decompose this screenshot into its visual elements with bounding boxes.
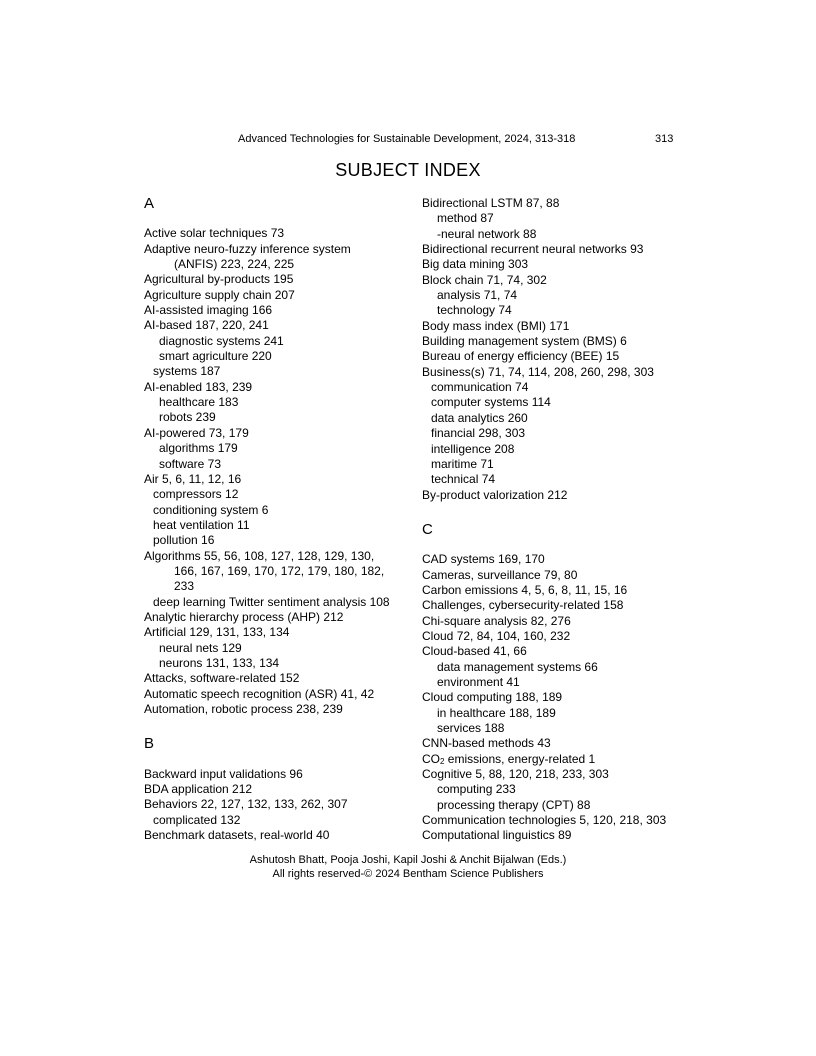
index-entry: Cloud computing 188, 189 xyxy=(422,690,563,705)
page-number: 313 xyxy=(655,133,674,145)
index-entry: Adaptive neuro-fuzzy inference system xyxy=(144,241,351,256)
index-entry: Communication technologies 5, 120, 218, 303 xyxy=(422,813,667,828)
index-subentry: technology 74 xyxy=(437,303,512,318)
index-entry: Artificial 129, 131, 133, 134 xyxy=(144,625,290,640)
index-entry: Active solar techniques 73 xyxy=(144,226,285,241)
index-column-left xyxy=(144,196,414,843)
index-entry: AI-enabled 183, 239 xyxy=(144,379,253,394)
index-subentry: complicated 132 xyxy=(153,812,241,827)
index-entry: Air 5, 6, 11, 12, 16 xyxy=(144,471,242,486)
index-subentry: diagnostic systems 241 xyxy=(159,333,284,348)
index-entry: Attacks, software-related 152 xyxy=(144,671,300,686)
index-entry: Challenges, cybersecurity-related 158 xyxy=(422,598,624,613)
index-entry-continuation: 233 xyxy=(174,579,195,594)
co2-prefix: CO xyxy=(422,751,440,766)
index-entry: Bureau of energy efficiency (BEE) 15 xyxy=(422,349,620,364)
index-entry: AI-powered 73, 179 xyxy=(144,425,249,440)
index-entry: Cameras, surveillance 79, 80 xyxy=(422,567,578,582)
index-subentry: in healthcare 188, 189 xyxy=(437,705,556,720)
index-subentry: robots 239 xyxy=(159,410,216,425)
index-entry: CNN-based methods 43 xyxy=(422,736,551,751)
index-subentry: processing therapy (CPT) 88 xyxy=(437,797,591,812)
index-entry: Cloud 72, 84, 104, 160, 232 xyxy=(422,628,571,643)
index-subentry: financial 298, 303 xyxy=(431,426,526,441)
index-subentry: smart agriculture 220 xyxy=(159,349,272,364)
index-entry: Automation, robotic process 238, 239 xyxy=(144,702,343,716)
index-subentry: communication 74 xyxy=(431,380,529,395)
index-entry: AI-based 187, 220, 241 xyxy=(144,318,269,333)
index-entry: Block chain 71, 74, 302 xyxy=(422,272,547,287)
index-entry: Building management system (BMS) 6 xyxy=(422,334,627,349)
co2-subscript: 2 xyxy=(440,756,445,766)
index-subentry: maritime 71 xyxy=(431,456,494,471)
index-entry: Business(s) 71, 74, 114, 208, 260, 298, 303 xyxy=(422,364,654,379)
index-entry: Agriculture supply chain 207 xyxy=(144,287,295,302)
index-subentry: neurons 131, 133, 134 xyxy=(159,655,280,670)
index-subentry: computing 233 xyxy=(437,782,516,797)
section-letter-b: B xyxy=(144,735,155,753)
section-letter-a: A xyxy=(144,195,155,212)
index-entry: CAD systems 169, 170 xyxy=(422,552,545,567)
index-subentry: neural nets 129 xyxy=(159,640,242,655)
index-subentry: environment 41 xyxy=(437,674,520,689)
index-entry: Automatic speech recognition (ASR) 41, 42 xyxy=(144,686,375,701)
page-title: SUBJECT INDEX xyxy=(335,160,481,180)
index-subentry: technical 74 xyxy=(431,472,496,487)
section-letter-c: C xyxy=(422,520,433,538)
index-subentry: method 87 xyxy=(437,211,494,226)
index-entry: Body mass index (BMI) 171 xyxy=(422,318,570,333)
index-entry: Chi-square analysis 82, 276 xyxy=(422,613,571,628)
index-subentry: systems 187 xyxy=(153,364,221,379)
index-subentry: intelligence 208 xyxy=(431,441,515,456)
index-subentry: healthcare 183 xyxy=(159,395,239,410)
footer-rights: All rights reserved-© 2024 Bentham Science Publishers xyxy=(272,868,544,880)
index-entry: Bidirectional LSTM 87, 88 xyxy=(422,196,560,210)
index-entry: Cognitive 5, 88, 120, 218, 233, 303 xyxy=(422,767,609,782)
index-entry: Benchmark datasets, real-world 40 xyxy=(144,828,330,843)
index-subentry: -neural network 88 xyxy=(437,226,537,241)
index-entry: By-product valorization 212 xyxy=(422,487,568,502)
index-subentry: computer systems 114 xyxy=(431,395,551,410)
index-subentry: data analytics 260 xyxy=(431,410,528,425)
index-subentry: software 73 xyxy=(159,456,222,471)
index-entry: Bidirectional recurrent neural networks 93 xyxy=(422,242,644,257)
index-entry: Backward input validations 96 xyxy=(144,766,303,781)
index-subentry: analysis 71, 74 xyxy=(437,288,518,303)
index-entry-continuation: 166, 167, 169, 170, 172, 179, 180, 182, xyxy=(174,563,385,578)
index-subentry: algorithms 179 xyxy=(159,441,238,456)
index-entry: BDA application 212 xyxy=(144,782,253,797)
running-head: Advanced Technologies for Sustainable Development, 2024, 313-318 xyxy=(238,133,576,145)
footer-editors: Ashutosh Bhatt, Pooja Joshi, Kapil Joshi & Anchit Bijalwan (Eds.) xyxy=(249,854,567,866)
index-entry: Analytic hierarchy process (AHP) 212 xyxy=(144,609,344,624)
index-column-right xyxy=(422,196,702,844)
index-entry: Agricultural by-products 195 xyxy=(144,272,294,287)
index-entry-continuation: (ANFIS) 223, 224, 225 xyxy=(174,257,295,272)
index-entry: Computational linguistics 89 xyxy=(422,828,572,843)
index-subentry: heat ventilation 11 xyxy=(153,517,250,532)
index-subentry: deep learning Twitter sentiment analysis 108 xyxy=(153,594,390,609)
index-subentry: pollution 16 xyxy=(153,533,215,548)
index-subentry: compressors 12 xyxy=(153,487,239,502)
index-entry: AI-assisted imaging 166 xyxy=(144,303,273,318)
co2-rest: emissions, energy-related 1 xyxy=(444,751,596,766)
index-entry-co2 xyxy=(422,752,702,767)
index-subentry: data management systems 66 xyxy=(437,659,598,674)
index-entry: Algorithms 55, 56, 108, 127, 128, 129, 130, xyxy=(144,548,375,563)
index-entry: Carbon emissions 4, 5, 6, 8, 11, 15, 16 xyxy=(422,582,628,597)
index-entry: Behaviors 22, 127, 132, 133, 262, 307 xyxy=(144,797,348,812)
index-subentry: services 188 xyxy=(437,721,505,735)
index-subentry: conditioning system 6 xyxy=(153,502,269,517)
index-entry: Cloud-based 41, 66 xyxy=(422,644,527,659)
index-entry: Big data mining 303 xyxy=(422,257,529,272)
